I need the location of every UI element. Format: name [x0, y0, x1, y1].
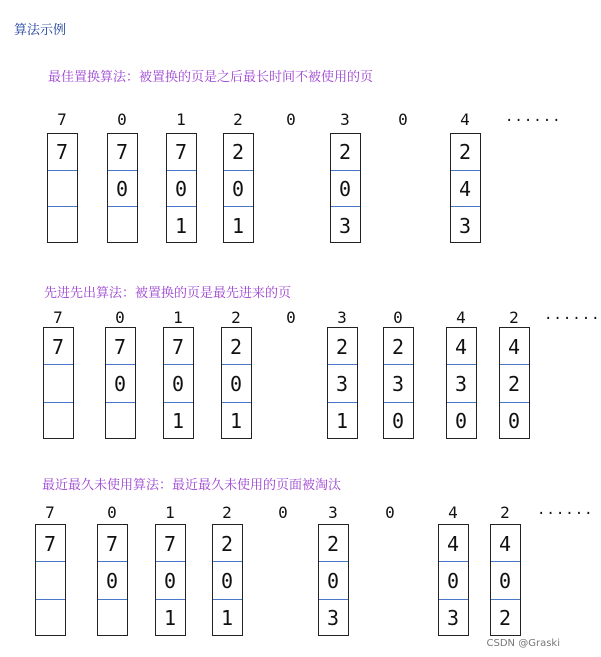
- frame-cell: 1: [229, 409, 243, 434]
- frame-cell: 0: [115, 176, 129, 201]
- frame-cell: 3: [326, 606, 340, 631]
- frame-cell: [44, 365, 73, 402]
- reference-page: 2: [233, 110, 243, 129]
- frame-cell: 1: [171, 409, 185, 434]
- reference-page: 1: [173, 308, 183, 327]
- memory-frames: [155, 524, 186, 636]
- reference-page: 7: [45, 503, 55, 522]
- reference-page: 0: [385, 503, 395, 522]
- reference-page: 3: [337, 308, 347, 327]
- reference-page: 7: [53, 308, 63, 327]
- reference-page: 2: [500, 503, 510, 522]
- more-marker: ······: [505, 113, 562, 129]
- memory-frames: [438, 524, 469, 636]
- frame-cell: 0: [338, 176, 352, 201]
- reference-page: 0: [398, 110, 408, 129]
- frame-cell: 0: [231, 176, 245, 201]
- frame-cell: 7: [113, 334, 127, 359]
- frame-cell: [48, 207, 77, 244]
- reference-page: 2: [509, 308, 519, 327]
- frame-cell: 7: [115, 140, 129, 165]
- frame-cell: [108, 207, 137, 244]
- frame-cell: 0: [229, 371, 243, 396]
- section-title: 最近最久未使用算法：最近最久未使用的页面被淘汰: [42, 478, 342, 493]
- reference-page: 1: [165, 503, 175, 522]
- reference-page: 0: [278, 503, 288, 522]
- frame-cell: 3: [446, 606, 460, 631]
- frame-cell: 7: [43, 531, 57, 556]
- memory-frames: [318, 524, 349, 636]
- memory-frames: [223, 133, 254, 243]
- frame-cell: 0: [391, 409, 405, 434]
- frame-cell: 2: [507, 371, 521, 396]
- frame-cell: 4: [458, 176, 472, 201]
- frame-cell: [106, 403, 135, 440]
- reference-page: 4: [460, 110, 470, 129]
- frame-cell: [36, 600, 65, 637]
- memory-frames: [105, 327, 136, 439]
- memory-frames: [47, 133, 78, 243]
- reference-page: 7: [57, 110, 67, 129]
- memory-frames: [212, 524, 243, 636]
- memory-frames: [163, 327, 194, 439]
- frame-cell: 7: [171, 334, 185, 359]
- memory-frames: [446, 327, 477, 439]
- frame-cell: [36, 562, 65, 599]
- reference-page: 0: [286, 308, 296, 327]
- frame-cell: 1: [231, 213, 245, 238]
- frame-cell: 2: [229, 334, 243, 359]
- frame-cell: 1: [220, 606, 234, 631]
- memory-frames: [383, 327, 414, 439]
- frame-cell: 2: [458, 140, 472, 165]
- frame-cell: 2: [220, 531, 234, 556]
- reference-page: 3: [328, 503, 338, 522]
- frame-cell: 2: [231, 140, 245, 165]
- frame-cell: 2: [338, 140, 352, 165]
- reference-page: 0: [286, 110, 296, 129]
- reference-page: 3: [340, 110, 350, 129]
- reference-page: 2: [222, 503, 232, 522]
- frame-cell: [44, 403, 73, 440]
- frame-cell: 2: [391, 334, 405, 359]
- more-marker: ······: [544, 311, 601, 327]
- frame-cell: 0: [220, 568, 234, 593]
- reference-page: 4: [456, 308, 466, 327]
- memory-frames: [327, 327, 358, 439]
- frame-cell: 0: [113, 371, 127, 396]
- frame-cell: 7: [51, 334, 65, 359]
- frame-cell: 0: [171, 371, 185, 396]
- frame-cell: 3: [335, 371, 349, 396]
- frame-cell: 2: [498, 606, 512, 631]
- reference-page: 0: [115, 308, 125, 327]
- frame-cell: 1: [335, 409, 349, 434]
- frame-cell: 3: [454, 371, 468, 396]
- reference-page: 0: [107, 503, 117, 522]
- memory-frames: [450, 133, 481, 243]
- frame-cell: 3: [338, 213, 352, 238]
- frame-cell: 0: [326, 568, 340, 593]
- memory-frames: [97, 524, 128, 636]
- memory-frames: [35, 524, 66, 636]
- memory-frames: [166, 133, 197, 243]
- frame-cell: 2: [335, 334, 349, 359]
- frame-cell: 0: [105, 568, 119, 593]
- frame-cell: 7: [105, 531, 119, 556]
- memory-frames: [107, 133, 138, 243]
- frame-cell: 7: [174, 140, 188, 165]
- memory-frames: [490, 524, 521, 636]
- frame-cell: 4: [454, 334, 468, 359]
- frame-cell: 3: [391, 371, 405, 396]
- reference-page: 4: [448, 503, 458, 522]
- reference-page: 1: [176, 110, 186, 129]
- reference-page: 0: [393, 308, 403, 327]
- frame-cell: 1: [163, 606, 177, 631]
- frame-cell: 4: [498, 531, 512, 556]
- more-marker: ······: [537, 506, 594, 522]
- frame-cell: 4: [446, 531, 460, 556]
- section-title: 最佳置换算法：被置换的页是之后最长时间不被使用的页: [48, 70, 374, 85]
- frame-cell: 1: [174, 213, 188, 238]
- memory-frames: [43, 327, 74, 439]
- section-title: 先进先出算法：被置换的页是最先进来的页: [44, 286, 292, 301]
- frame-cell: 0: [446, 568, 460, 593]
- reference-page: 0: [117, 110, 127, 129]
- frame-cell: 3: [458, 213, 472, 238]
- frame-cell: 0: [163, 568, 177, 593]
- frame-cell: 7: [55, 140, 69, 165]
- frame-cell: 2: [326, 531, 340, 556]
- frame-cell: [48, 171, 77, 208]
- memory-frames: [499, 327, 530, 439]
- frame-cell: 0: [507, 409, 521, 434]
- frame-cell: 4: [507, 334, 521, 359]
- frame-cell: [98, 600, 127, 637]
- memory-frames: [221, 327, 252, 439]
- reference-page: 2: [231, 308, 241, 327]
- watermark: CSDN @Graski: [486, 638, 560, 649]
- frame-cell: 0: [174, 176, 188, 201]
- frame-cell: 0: [498, 568, 512, 593]
- memory-frames: [330, 133, 361, 243]
- frame-cell: 7: [163, 531, 177, 556]
- frame-cell: 0: [454, 409, 468, 434]
- page-heading: 算法示例: [14, 23, 67, 38]
